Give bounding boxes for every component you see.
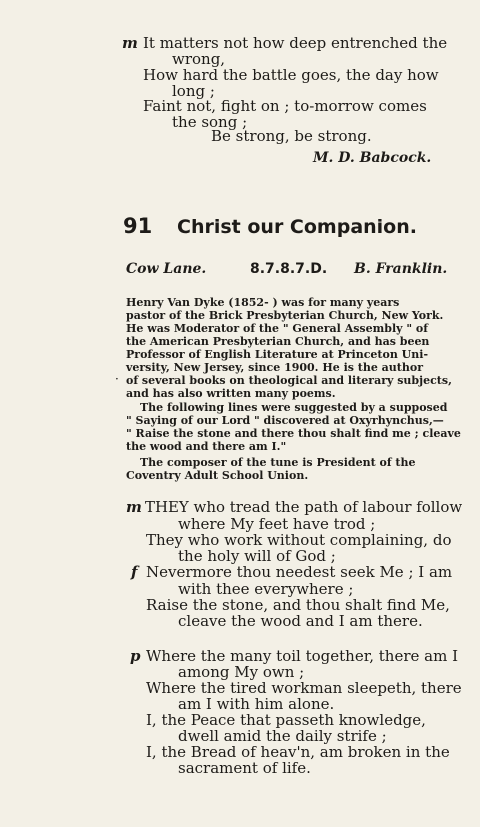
note-line: " Raise the stone and there thou shalt find me ; cleave bbox=[126, 427, 461, 440]
verse-line: dwell amid the daily strife ; bbox=[178, 727, 387, 745]
meter: 8.7.8.7.D. bbox=[250, 261, 328, 277]
note-line: The composer of the tune is President of the bbox=[140, 456, 416, 469]
verse-line: the song ; bbox=[172, 113, 248, 131]
hymn-author: M. D. Babcock. bbox=[313, 150, 432, 166]
dynamics-mark: f bbox=[131, 563, 138, 581]
note-line: of several books on theological and literary subjects, bbox=[126, 374, 452, 387]
note-line: The following lines were suggested by a supposed bbox=[140, 401, 448, 414]
composer: B. Franklin. bbox=[354, 261, 448, 277]
verse-line: sacrament of life. bbox=[178, 759, 311, 777]
verse-line: cleave the wood and I am there. bbox=[178, 612, 423, 630]
verse-line: am I with him alone. bbox=[178, 695, 335, 713]
verse-line: Faint not, fight on ; to-morrow comes bbox=[143, 97, 427, 115]
note-line: Henry Van Dyke (1852- ) was for many years bbox=[126, 296, 400, 309]
note-line: the American Presbyterian Church, and has been bbox=[126, 335, 430, 348]
verse-line: THEY who tread the path of labour follow bbox=[145, 498, 463, 516]
note-line: versity, New Jersey, since 1900. He is the author bbox=[126, 361, 424, 374]
margin-dot: · bbox=[115, 372, 119, 386]
hymn-title: Christ our Companion. bbox=[177, 216, 417, 238]
verse-line: the holy will of God ; bbox=[178, 547, 336, 565]
verse-line: Raise the stone, and thou shalt find Me, bbox=[146, 596, 450, 614]
tune-name: Cow Lane. bbox=[126, 261, 207, 277]
note-line: Coventry Adult School Union. bbox=[126, 469, 309, 482]
verse-line: where My feet have trod ; bbox=[178, 515, 376, 533]
note-line: " Saying of our Lord " discovered at Oxyrhynchus,— bbox=[126, 414, 444, 427]
note-line: and has also written many poems. bbox=[126, 387, 336, 400]
dynamics-mark: m bbox=[122, 34, 138, 52]
verse-line: Nevermore thou needest seek Me ; I am bbox=[146, 563, 453, 581]
note-line: Professor of English Literature at Princeton Uni- bbox=[126, 348, 429, 361]
hymn-number: 91 bbox=[123, 214, 153, 238]
verse-line: I, the Bread of heav'n, am broken in the bbox=[146, 743, 450, 761]
verse-line: wrong, bbox=[172, 50, 226, 68]
verse-line: They who work without complaining, do bbox=[146, 531, 452, 549]
dynamics-mark: p bbox=[130, 647, 141, 665]
verse-line: among My own ; bbox=[178, 663, 305, 681]
note-line: pastor of the Brick Presbyterian Church, New York. bbox=[126, 309, 444, 322]
verse-line: Where the many toil together, there am I bbox=[146, 647, 458, 665]
dynamics-mark: m bbox=[126, 498, 142, 516]
verse-line: How hard the battle goes, the day how bbox=[143, 66, 439, 84]
verse-line: It matters not how deep entrenched the bbox=[143, 34, 448, 52]
verse-line: Where the tired workman sleepeth, there bbox=[146, 679, 462, 697]
note-line: the wood and there am I." bbox=[126, 440, 287, 453]
verse-line: with thee everywhere ; bbox=[178, 580, 354, 598]
verse-line: long ; bbox=[172, 82, 215, 100]
verse-line: Be strong, be strong. bbox=[211, 127, 372, 145]
note-line: He was Moderator of the " General Assembly " of bbox=[126, 322, 428, 335]
verse-line: I, the Peace that passeth knowledge, bbox=[146, 711, 426, 729]
